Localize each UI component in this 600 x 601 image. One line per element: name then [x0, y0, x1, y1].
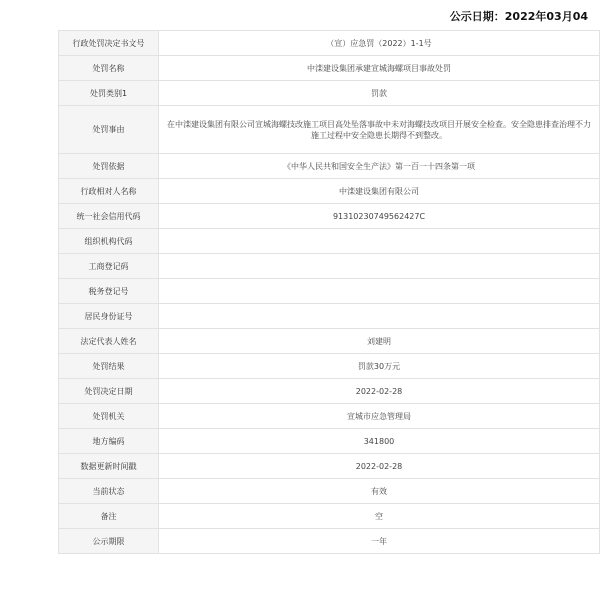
table-row: [59, 254, 600, 279]
row-value: 341800: [159, 429, 600, 454]
table-row: [59, 529, 600, 554]
row-value: 一年: [159, 529, 600, 554]
row-label: 居民身份证号: [59, 304, 159, 329]
row-label: 处罚类别1: [59, 81, 159, 106]
table-row: [59, 229, 600, 254]
table-row: [59, 454, 600, 479]
row-label: 统一社会信用代码: [59, 204, 159, 229]
row-label: 地方编码: [59, 429, 159, 454]
row-label: 公示期限: [59, 529, 159, 554]
row-value: [159, 254, 600, 279]
row-value: 2022-02-28: [159, 379, 600, 404]
publish-date: 公示日期：2022年03月04: [449, 10, 588, 23]
table-row: [59, 479, 600, 504]
row-value: 《中华人民共和国安全生产法》第一百一十四条第一项: [159, 154, 600, 179]
row-value: 有效: [159, 479, 600, 504]
row-label: 组织机构代码: [59, 229, 159, 254]
penalty-record-table: [58, 30, 600, 554]
row-label: 数据更新时间戳: [59, 454, 159, 479]
row-label: 法定代表人姓名: [59, 329, 159, 354]
row-label: 处罚事由: [59, 106, 159, 154]
row-label: 处罚决定日期: [59, 379, 159, 404]
row-label: 行政相对人名称: [59, 179, 159, 204]
table-row: [59, 329, 600, 354]
table-row: [59, 429, 600, 454]
row-value: 91310230749562427C: [159, 204, 600, 229]
table-row: [59, 106, 600, 154]
row-value: （宣）应急罚（2022）1-1号: [159, 31, 600, 56]
table-row: [59, 379, 600, 404]
row-value: [159, 229, 600, 254]
table-row: [59, 81, 600, 106]
table-row: [59, 504, 600, 529]
row-label: 行政处罚决定书文号: [59, 31, 159, 56]
table-row: [59, 31, 600, 56]
table-row: [59, 404, 600, 429]
row-label: 处罚机关: [59, 404, 159, 429]
table-row: [59, 304, 600, 329]
table-row: [59, 279, 600, 304]
row-value: 在中滦建设集团有限公司宣城海螺技改施工项目高处坠落事故中未对海螺技改项目开展安全检查。安全隐患排查治理不力施工过程中安全隐患长期得不到整改。: [159, 106, 600, 154]
row-label: 处罚名称: [59, 56, 159, 81]
table-row: [59, 56, 600, 81]
table-row: [59, 179, 600, 204]
row-label: 处罚依据: [59, 154, 159, 179]
row-label: 备注: [59, 504, 159, 529]
table-row: [59, 354, 600, 379]
row-value: 宣城市应急管理局: [159, 404, 600, 429]
row-value: 罚款30万元: [159, 354, 600, 379]
row-value: [159, 279, 600, 304]
row-value: 刘建明: [159, 329, 600, 354]
row-label: 当前状态: [59, 479, 159, 504]
row-value: 2022-02-28: [159, 454, 600, 479]
row-value: 罚款: [159, 81, 600, 106]
row-label: 税务登记号: [59, 279, 159, 304]
row-label: 处罚结果: [59, 354, 159, 379]
row-value: 空: [159, 504, 600, 529]
row-value: 中滦建设集团有限公司: [159, 179, 600, 204]
row-label: 工商登记码: [59, 254, 159, 279]
table-row: [59, 204, 600, 229]
row-value: 中滦建设集团承建宣城海螺项目事故处罚: [159, 56, 600, 81]
table-row: [59, 154, 600, 179]
row-value: [159, 304, 600, 329]
